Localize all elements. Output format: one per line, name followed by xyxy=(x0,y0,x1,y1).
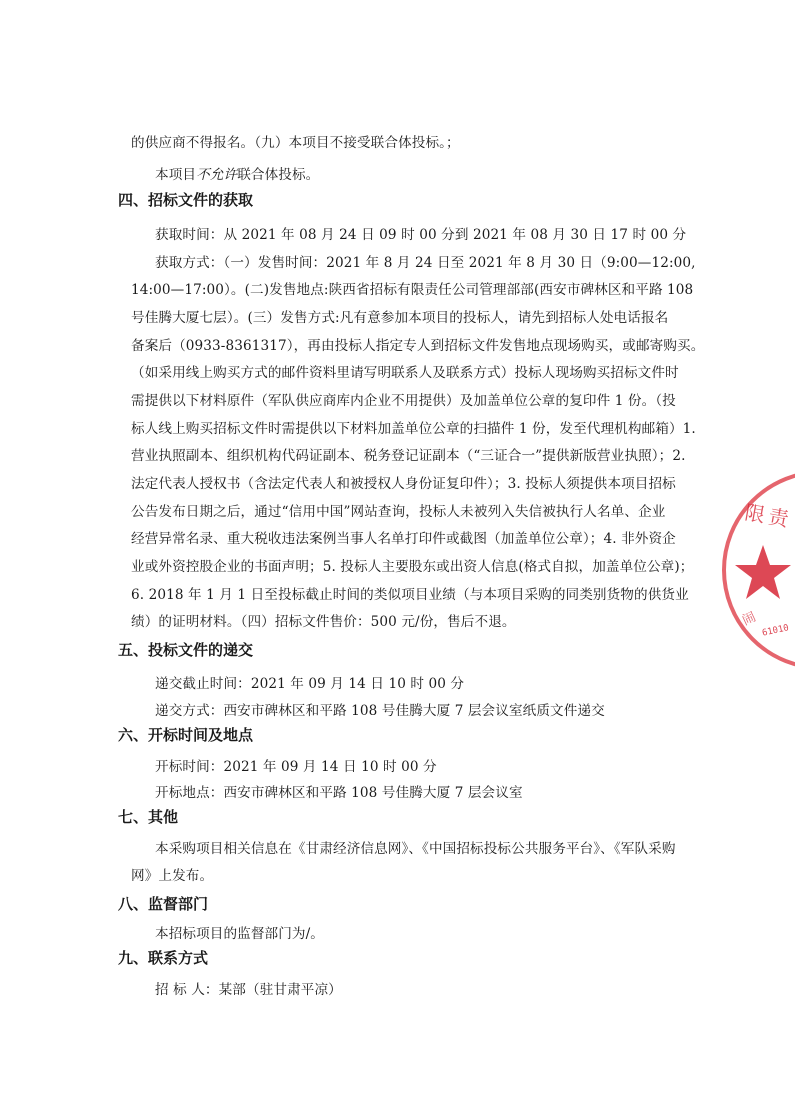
paragraph-line: 业或外资控股企业的书面声明；5. 投标人主要股东或出资人信息(格式自拟，加盖单位公章)； xyxy=(131,559,694,575)
opening-place: 开标地点：西安市碑林区和平路 108 号佳腾大厦 7 层会议室 xyxy=(155,785,523,801)
section-heading-8: 八、监督部门 xyxy=(118,895,209,913)
paragraph-line: 本采购项目相关信息在《甘肃经济信息网》、《中国招标投标公共服务平台》、《军队采购 xyxy=(155,841,676,857)
section-heading-6: 六、开标时间及地点 xyxy=(118,726,254,744)
paragraph-line: 法定代表人授权书（含法定代表人和被授权人身份证复印件）；3. 投标人须提供本项目招标 xyxy=(131,476,676,492)
paragraph-line: 绩）的证明材料。（四）招标文件售价：500 元/份，售后不退。 xyxy=(131,614,516,630)
seal-code: 61010 xyxy=(761,623,790,639)
paragraph-line: 备案后（0933-8361317），再由投标人指定专人到招标文件发售地点现场购买，或邮寄购买。 xyxy=(131,338,705,354)
paragraph-line: 公告发布日期之后，通过“信用中国”网站查询，投标人未被列入失信被执行人名单、企业 xyxy=(131,504,666,520)
paragraph-line: 需提供以下材料原件（军队供应商库内企业不用提供）及加盖单位公章的复印件 1 份。（投 xyxy=(131,393,676,409)
section-heading-4: 四、招标文件的获取 xyxy=(118,191,254,209)
paragraph-line: 6. 2018 年 1 月 1 日至投标截止时间的类似项目业绩（与本项目采购的同类别货物的供货业 xyxy=(131,587,689,603)
paragraph-line xyxy=(155,163,319,183)
submission-method: 递交方式：西安市碑林区和平路 108 号佳腾大厦 7 层会议室纸质文件递交 xyxy=(155,703,605,719)
section-heading-7: 七、其他 xyxy=(118,808,179,826)
paragraph-line: 的供应商不得报名。（九）本项目不接受联合体投标。； xyxy=(131,135,460,151)
acquisition-time: 获取时间：从 2021 年 08 月 24 日 09 时 00 分到 2021 年 08 月 30 日 17 时 00 分 xyxy=(155,227,687,243)
text-run-emphasis: 不允许 xyxy=(196,167,238,183)
paragraph-line: 营业执照副本、组织机构代码证副本、税务登记证副本（“三证合一”提供新版营业执照）；2. xyxy=(131,448,686,464)
opening-time: 开标时间：2021 年 09 月 14 日 10 时 00 分 xyxy=(155,759,437,775)
paragraph-line: （如采用线上购买方式的邮件资料里请写明联系人及联系方式）投标人现场购买招标文件时 xyxy=(131,365,679,381)
paragraph-line: 网》上发布。 xyxy=(131,868,214,884)
section-heading-5: 五、投标文件的递交 xyxy=(118,641,254,659)
submission-deadline: 递交截止时间：2021 年 09 月 14 日 10 时 00 分 xyxy=(155,676,465,692)
paragraph-line: 获取方式：（一）发售时间：2021 年 8 月 24 日至 2021 年 8 月 30 日（9:00—12:00, xyxy=(155,255,696,271)
text-run: 本项目 xyxy=(155,167,197,183)
supervision-dept: 本招标项目的监督部门为/。 xyxy=(155,926,325,942)
paragraph-line: 14:00—17:00）。(二)发售地点:陕西省招标有限责任公司管理部部(西安市碑林区和平路 108 xyxy=(131,282,694,298)
paragraph-line: 标人线上购买招标文件时需提供以下材料加盖单位公章的扫描件 1 份，发至代理机构邮箱）1. xyxy=(131,421,696,437)
section-heading-9: 九、联系方式 xyxy=(118,949,209,967)
seal-text: 限责 xyxy=(743,499,795,532)
text-run: 联合体投标。 xyxy=(237,167,320,183)
seal-star-icon xyxy=(733,543,793,603)
paragraph-line: 号佳腾大厦七层）。(三）发售方式:凡有意参加本项目的投标人，请先到招标人处电话报名 xyxy=(131,310,669,326)
paragraph-line: 经营异常名录、重大税收违法案例当事人名单打印件或截图（加盖单位公章）；4. 非外资企 xyxy=(131,531,676,547)
tenderer: 招 标 人：某部（驻甘肃平凉） xyxy=(155,982,342,998)
seal-mark: 闹 xyxy=(740,609,759,629)
